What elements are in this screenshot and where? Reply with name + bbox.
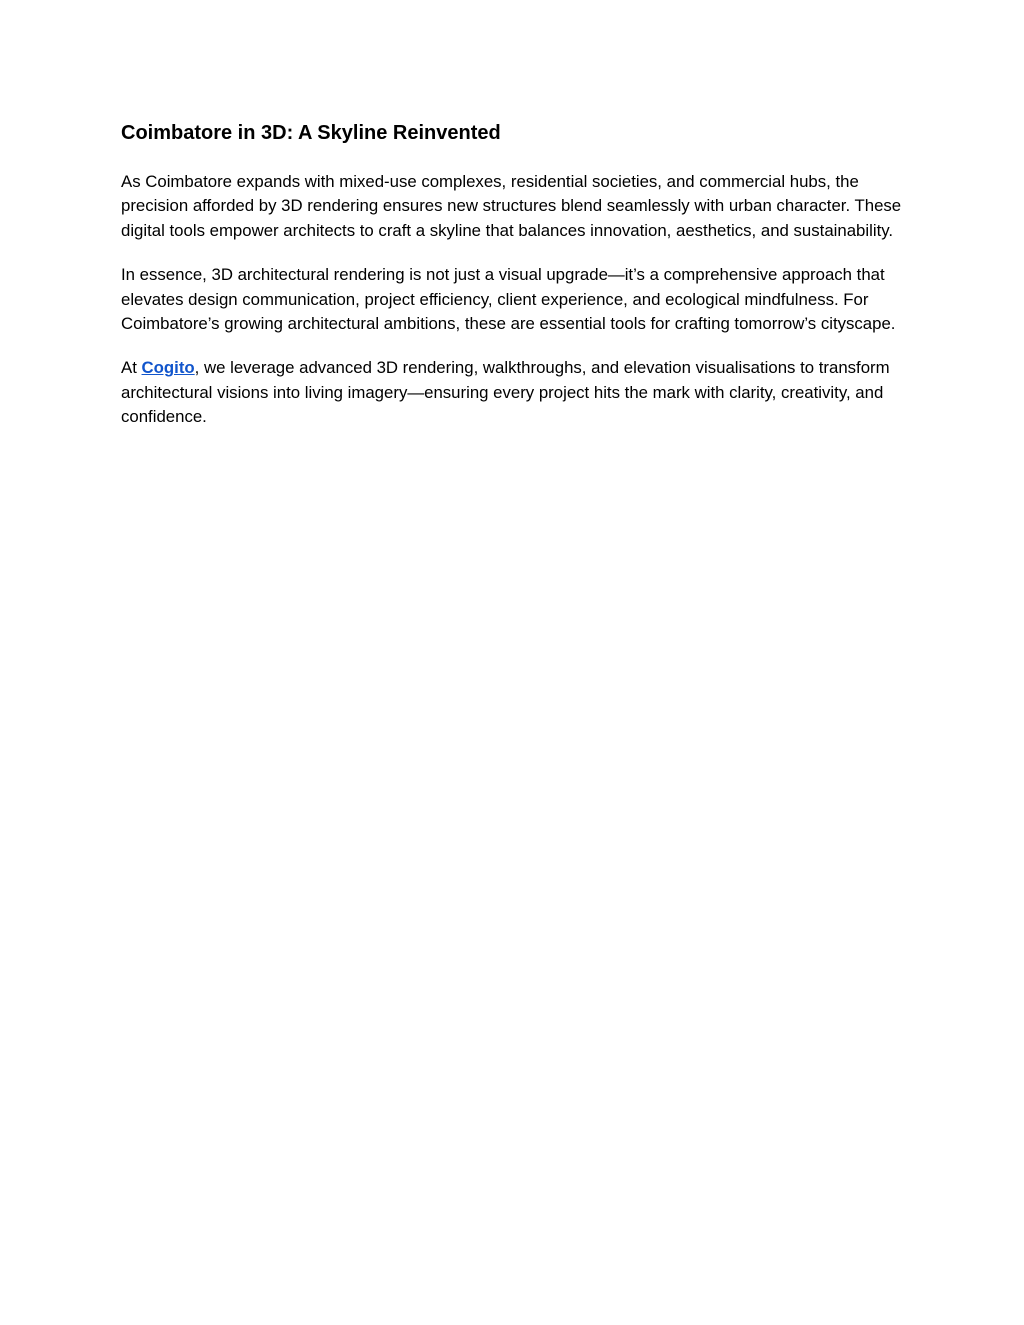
paragraph-cogito-suffix: , we leverage advanced 3D rendering, walkthroughs, and elevation visualisations to transform architectural visions into living imagery—ensuring every project hits the mark with clarity, creativity, and confidence. [121, 358, 890, 427]
section-heading: Coimbatore in 3D: A Skyline Reinvented [121, 122, 501, 144]
paragraph-cogito [121, 356, 907, 429]
cogito-link[interactable]: Cogito [141, 358, 195, 378]
paragraph-in-essence: In essence, 3D architectural rendering is not just a visual upgrade—it’s a comprehensive approach that elevates design communication, project efficiency, client experience, and ecological mindfulness. For Coimbatore’s growing architectural ambitions, these are essential tools for crafting tomorrow’s cityscape. [121, 265, 896, 334]
paragraph-coimbatore-expansion: As Coimbatore expands with mixed-use complexes, residential societies, and commercial hubs, the precision afforded by 3D rendering ensures new structures blend seamlessly with urban character. These digital tools empower architects to craft a skyline that balances innovation, aesthetics, and sustainability. [121, 172, 902, 240]
document-body [121, 119, 907, 430]
paragraph-cogito-prefix: At [121, 358, 142, 378]
